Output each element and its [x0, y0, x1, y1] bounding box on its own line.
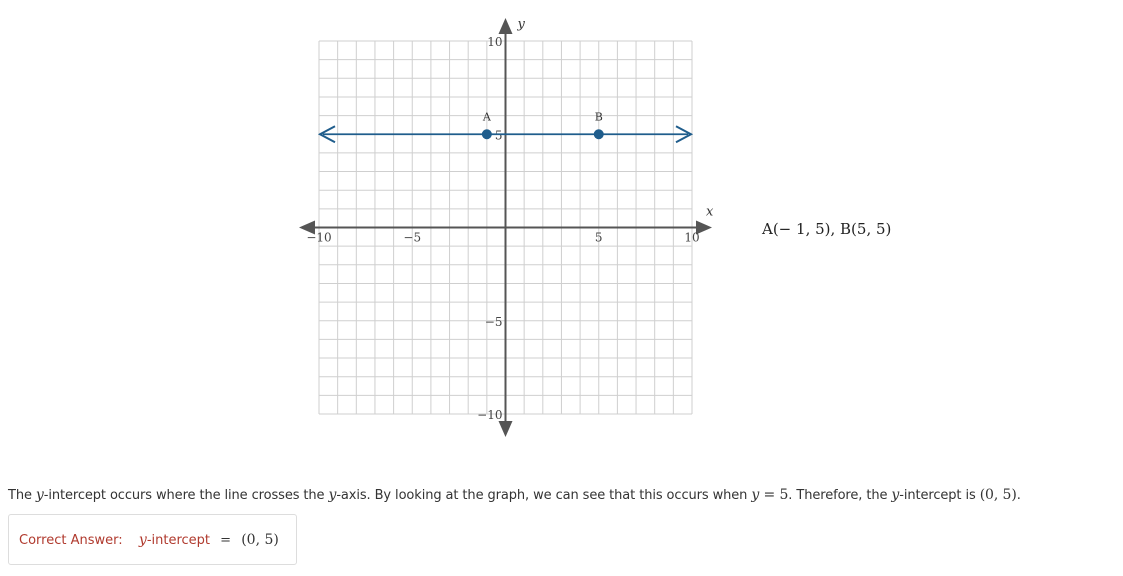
correct-answer-box [8, 514, 297, 565]
y-tick-label: 10 [487, 35, 503, 49]
x-axis-label: x [706, 204, 714, 220]
tick-labels [306, 17, 714, 422]
point-b [594, 129, 604, 139]
y-tick-label: 5 [494, 128, 503, 143]
answer-label: Correct Answer: [19, 533, 123, 548]
y-tick-label: −5 [484, 314, 503, 329]
y-axis-label: y [517, 17, 525, 32]
axes [299, 18, 712, 437]
answer-text: -intercept [146, 533, 211, 548]
y-axis-arrow-down [499, 421, 513, 437]
x-tick-label: 5 [594, 230, 603, 245]
x-tick-label: −5 [403, 230, 422, 245]
explanation-text: The y-intercept occurs where the line crosses the y-axis. By looking at the graph, we can see that this occurs when y = 5. Therefore, the y-intercept is (0, 5). [8, 487, 1021, 503]
point-a [482, 129, 492, 139]
y-axis-arrow-up [499, 18, 513, 34]
point-label-a: A [482, 110, 491, 124]
x-tick-label: −10 [306, 230, 332, 245]
point-label-b: B [594, 110, 603, 124]
y-tick-label: −10 [477, 408, 503, 422]
answer-value: (0, 5) [241, 532, 279, 548]
points-coordinates: A(− 1, 5), B(5, 5) [762, 220, 892, 238]
answer-equals: = [220, 533, 232, 548]
x-tick-label: 10 [684, 230, 700, 245]
answer-variable: y [138, 532, 147, 548]
